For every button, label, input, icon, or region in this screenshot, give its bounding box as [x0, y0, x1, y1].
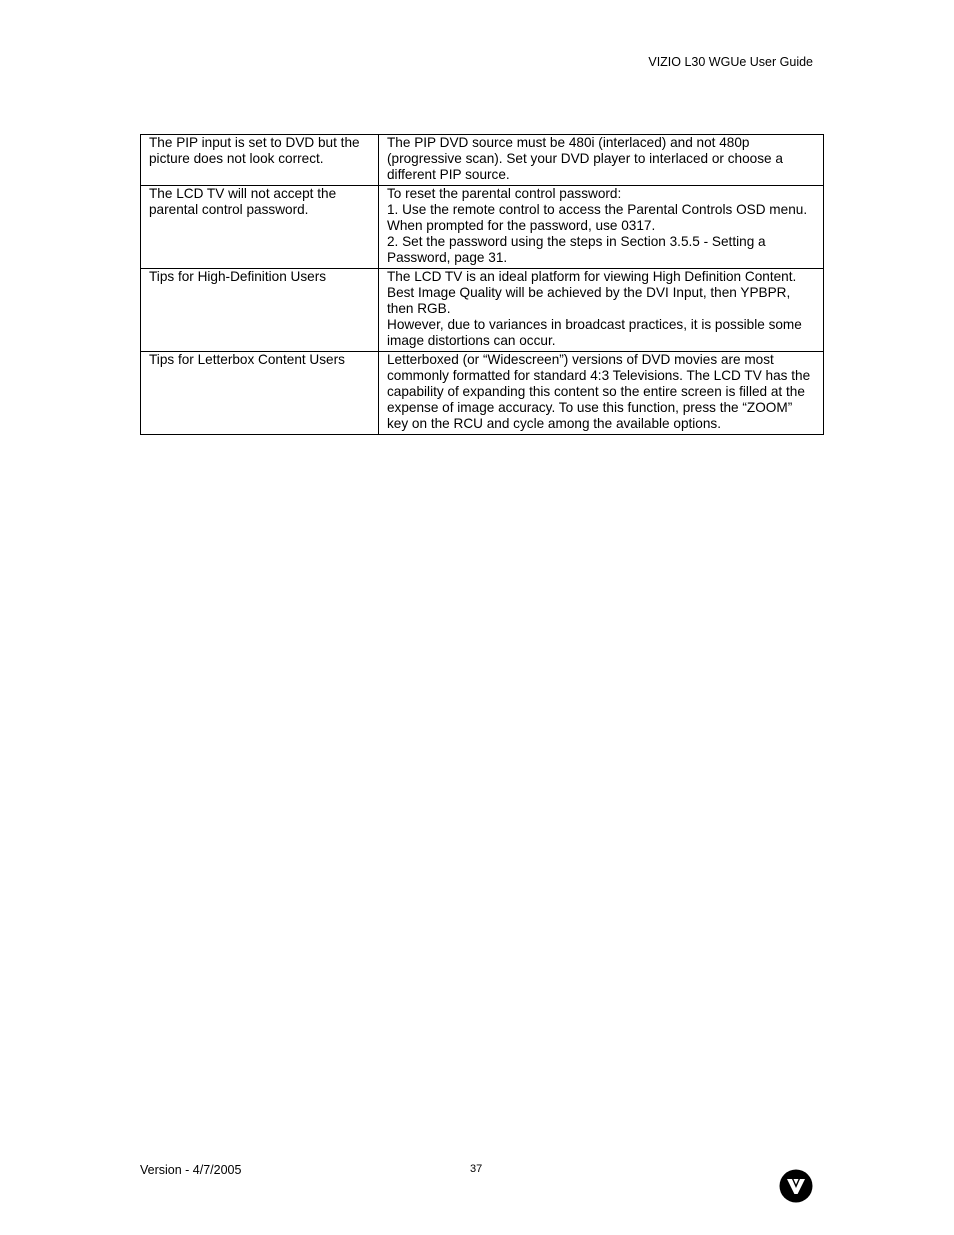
solution-cell [379, 268, 824, 351]
table-row [141, 351, 824, 434]
troubleshooting-table [140, 134, 824, 435]
solution-text: However, due to variances in broadcast practices, it is possible some image distortions can occur. [387, 317, 802, 349]
footer-version: Version - 4/7/2005 [140, 1163, 242, 1177]
page-number: 37 [470, 1163, 483, 1175]
problem-cell: The PIP input is set to DVD but the picture does not look correct. [141, 135, 379, 186]
solution-step-2: 2. Set the password using the steps in Section 3.5.5 - Setting a Password, page 31. [387, 234, 766, 266]
table-row [141, 268, 824, 351]
table-row [141, 185, 824, 268]
solution-cell [379, 135, 824, 186]
solution-text: The LCD TV is an ideal platform for viewing High Definition Content. Best Image Quality will be achieved by the DVI Input, then YPBPR, then RGB. [387, 268, 797, 317]
solution-step-1: 1. Use the remote control to access the Parental Controls OSD menu. When prompted for the password, use 0317. [387, 201, 808, 234]
problem-cell: Tips for Letterbox Content Users [141, 351, 379, 434]
document-header-title: VIZIO L30 WGUe User Guide [648, 55, 813, 69]
problem-cell: The LCD TV will not accept the parental control password. [141, 185, 379, 268]
vizio-v-logo-icon [779, 1169, 813, 1203]
table-row [141, 135, 824, 186]
solution-cell [379, 185, 824, 268]
solution-text: Letterboxed (or “Widescreen”) versions of DVD movies are most commonly formatted for standard 4:3 Televisions. The LCD TV has the capability of expanding this content so the entire screen is filled at the expense of image accuracy. To use this function, press the “ZOOM” key on the RCU and cycle among the available options. [387, 351, 811, 432]
solution-text: To reset the parental control password: [387, 185, 622, 201]
problem-cell: Tips for High-Definition Users [141, 268, 379, 351]
solution-cell [379, 351, 824, 434]
solution-text: The PIP DVD source must be 480i (interlaced) and not 480p (progressive scan). Set your DVD player to interlaced or choose a different PIP source. [387, 135, 783, 183]
